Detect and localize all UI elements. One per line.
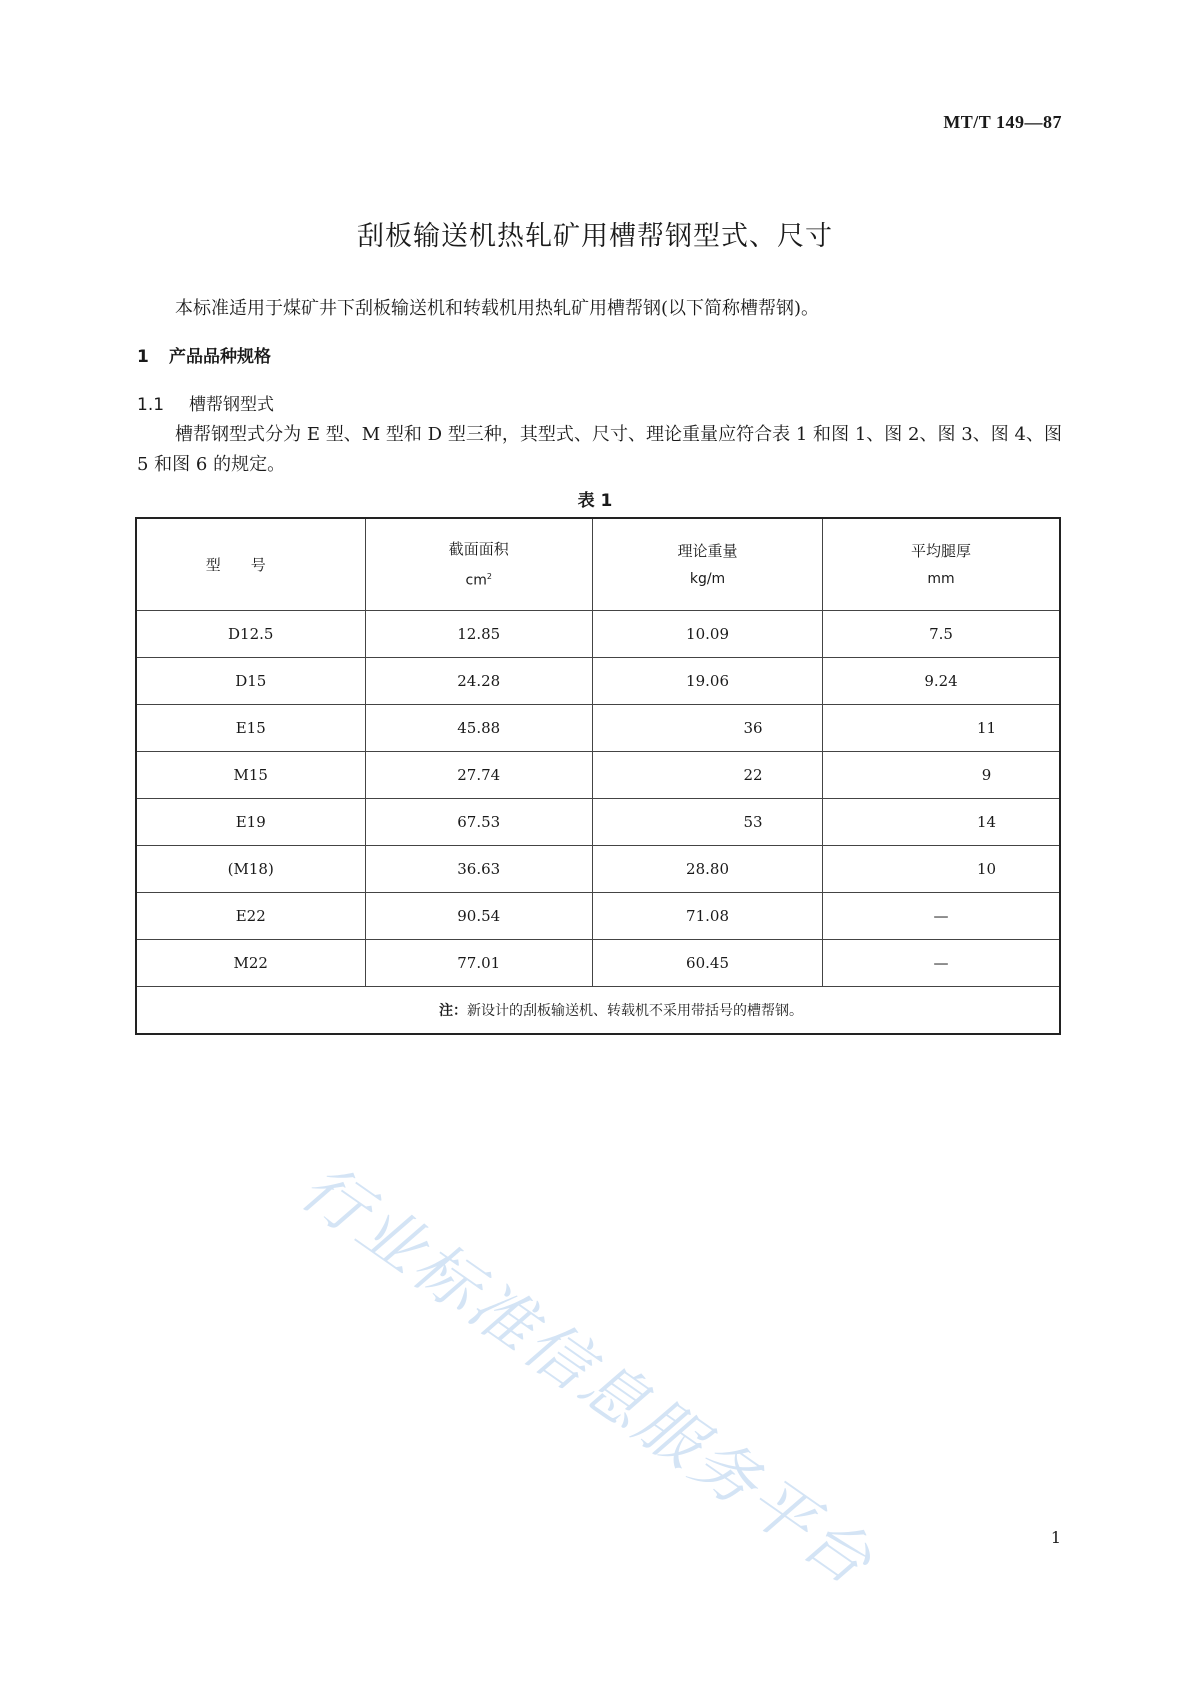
header-weight-label: 理论重量 [677,541,738,560]
header-area [365,518,592,611]
section-1-1-heading [137,390,274,420]
table-row [136,658,1060,705]
page-number: 1 [1050,1528,1061,1547]
cell-weight: 28.80 [592,846,822,893]
section-1-1-body: 槽帮钢型式分为 E 型、M 型和 D 型三种，其型式、尺寸、理论重量应符合表 1 和图 1、图 2、图 3、图 4、图 5 和图 6 的规定。 [137,424,1062,475]
cell-weight: 71.08 [592,893,822,940]
header-area-unit: $cm^2$ [465,571,492,589]
table-row [136,752,1060,799]
table-note-label: 注： [439,1003,467,1019]
section-1-title: 产品品种规格 [169,347,271,367]
table-caption: 表 1 [577,491,613,511]
section-1-1-number: 1.1 [137,395,165,415]
cell-area: 67.53 [365,799,592,846]
section-1-heading [137,342,271,372]
section-1-1-title: 槽帮钢型式 [189,395,274,415]
cell-area: 77.01 [365,940,592,987]
cell-model: M15 [136,752,365,799]
table-header-row [136,518,1060,611]
header-thickness-unit: mm [927,570,955,587]
cell-weight: 10.09 [592,611,822,658]
header-thickness-label: 平均腿厚 [911,541,972,560]
spec-table [135,517,1061,1035]
cell-weight: 53 [592,799,822,846]
table-row [136,611,1060,658]
cell-model: E19 [136,799,365,846]
cell-model: D12.5 [136,611,365,658]
cell-model: E22 [136,893,365,940]
cell-thickness: 9.24 [823,658,1060,705]
cell-area: 27.74 [365,752,592,799]
cell-model: E15 [136,705,365,752]
cell-weight: 22 [592,752,822,799]
cell-thickness: 14 [823,799,1060,846]
table-note-text: 新设计的刮板输送机、转载机不采用带括号的槽帮钢。 [467,1003,803,1019]
table-row [136,799,1060,846]
cell-thickness: 10 [823,846,1060,893]
cell-area: 24.28 [365,658,592,705]
header-thickness [823,518,1060,611]
cell-weight: 36 [592,705,822,752]
table-row [136,846,1060,893]
standard-code: MT/T 149—87 [943,112,1062,132]
cell-model: D15 [136,658,365,705]
cell-weight: 19.06 [592,658,822,705]
cell-area: 90.54 [365,893,592,940]
cell-area: 36.63 [365,846,592,893]
header-weight [592,518,822,611]
cell-thickness: — [823,940,1060,987]
cell-weight: 60.45 [592,940,822,987]
header-area-label: 截面面积 [448,539,509,558]
header-weight-unit: kg/m [689,570,726,587]
cell-area: 12.85 [365,611,592,658]
cell-thickness: — [823,893,1060,940]
cell-thickness: 7.5 [823,611,1060,658]
table-row [136,705,1060,752]
header-model-label: 型号 [205,555,296,574]
section-1-number: 1 [137,347,149,367]
document-title: 刮板输送机热轧矿用槽帮钢型式、尺寸 [357,221,833,252]
cell-thickness: 11 [823,705,1060,752]
table-note [136,987,1060,1035]
cell-model: (M18) [136,846,365,893]
watermark: 行业标准信息服务平台 [287,1150,887,1602]
cell-thickness: 9 [823,752,1060,799]
table-row [136,893,1060,940]
table-note-row [136,987,1060,1035]
intro-paragraph: 本标准适用于煤矿井下刮板输送机和转载机用热轧矿用槽帮钢(以下简称槽帮钢)。 [175,298,820,319]
cell-model: M22 [136,940,365,987]
table-row [136,940,1060,987]
header-model [136,518,365,611]
cell-area: 45.88 [365,705,592,752]
